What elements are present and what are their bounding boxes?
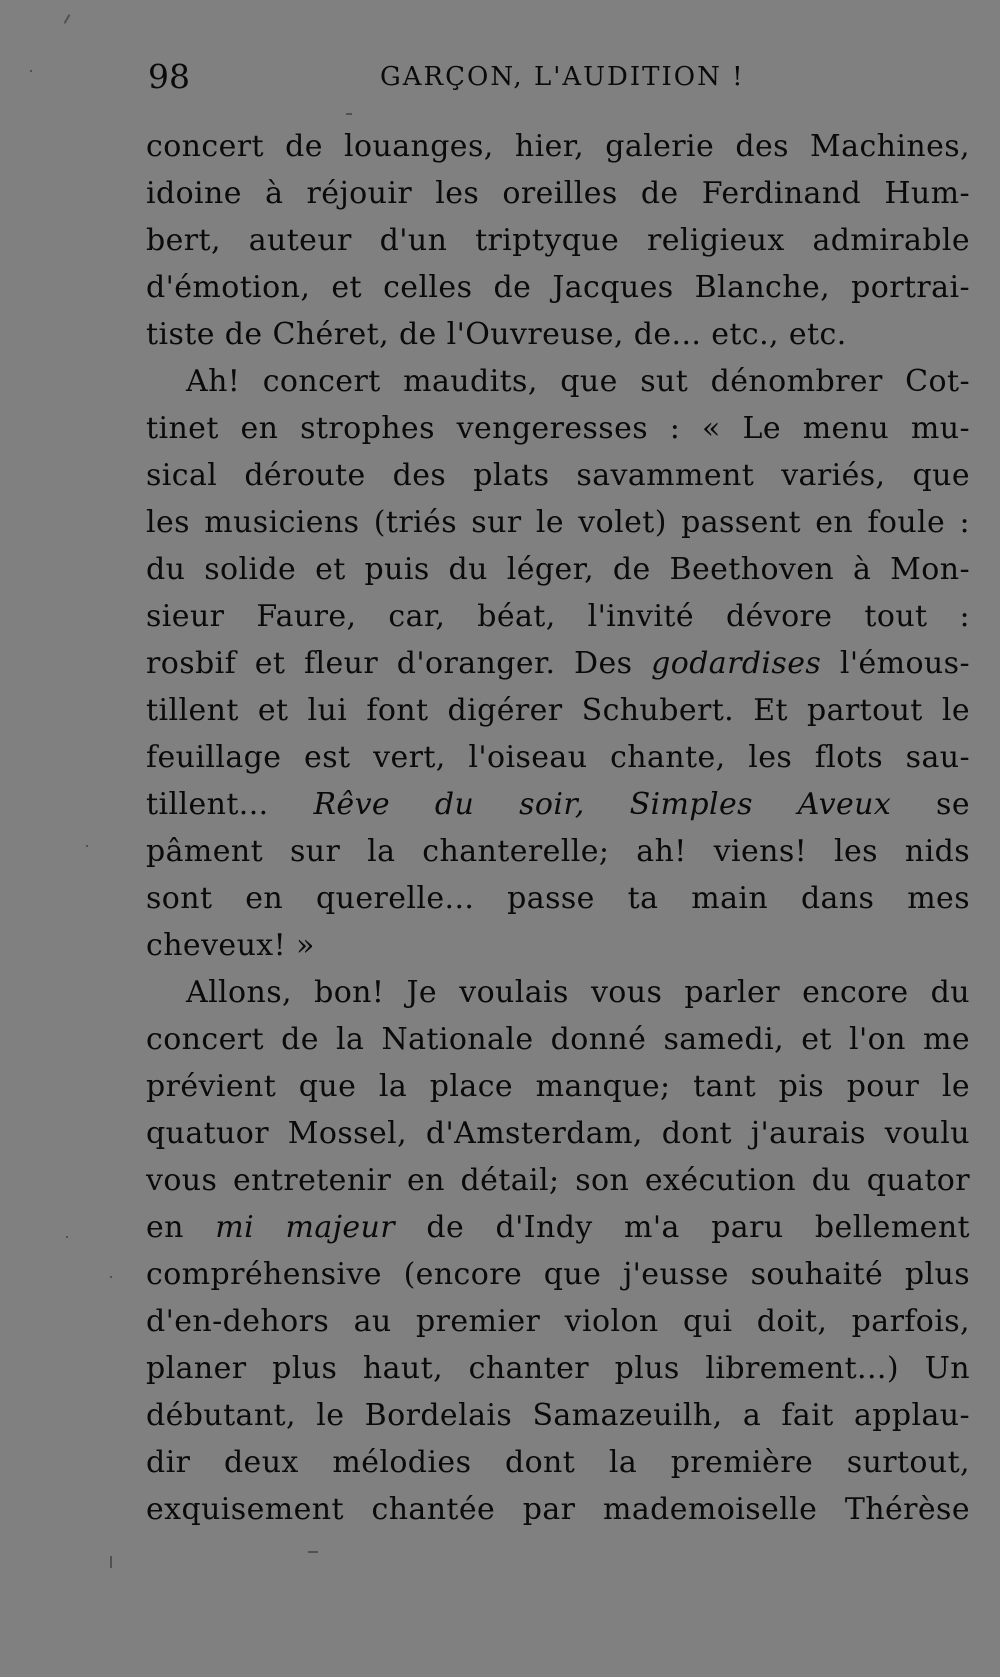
text-line: planer plus haut, chanter plus librement...) Un (146, 1351, 970, 1386)
text-run: tillent... (146, 787, 314, 822)
text-line: du solide et puis du léger, de Beethoven à Mon- (146, 552, 970, 587)
text-line: concert de la Nationale donné samedi, et l'on me (146, 1022, 970, 1057)
text-line: bert, auteur d'un triptyque religieux admirable (146, 223, 970, 258)
text-line: sont en querelle... passe ta main dans mes (146, 881, 970, 916)
text-line: tinet en strophes vengeresses : « Le menu mu- (146, 411, 970, 446)
text-line: feuillage est vert, l'oiseau chante, les flots sau- (146, 740, 970, 775)
text-run: de d'Indy m'a paru bellement (394, 1210, 971, 1245)
text-line: compréhensive (encore que j'eusse souhaité plus (146, 1257, 970, 1292)
text-line: sieur Faure, car, béat, l'invité dévore tout : (146, 599, 970, 634)
text-run: l'émous- (821, 646, 970, 681)
text-line: cheveux! » (146, 928, 315, 963)
text-line: vous entretenir en détail; son exécution du quator (146, 1163, 970, 1198)
text-line: tiste de Chéret, de l'Ouvreuse, de... etc., etc. (146, 317, 847, 352)
text-run: se (891, 787, 970, 822)
text-line: d'en-dehors au premier violon qui doit, parfois, (146, 1304, 970, 1339)
text-line: d'émotion, et celles de Jacques Blanche, portrai- (146, 270, 970, 305)
text-line: les musiciens (triés sur le volet) passent en foule : (146, 505, 970, 540)
text-line: sical déroute des plats savamment variés, que (146, 458, 970, 493)
text-line: prévient que la place manque; tant pis pour le (146, 1069, 970, 1104)
italic-text: godardises (651, 646, 822, 681)
running-title: GARÇON, L'AUDITION ! (380, 62, 745, 92)
text-line: Ah! concert maudits, que sut dénombrer Cot- (186, 364, 970, 399)
text-line: idoine à réjouir les oreilles de Ferdinand Hum- (146, 176, 970, 211)
page-number: 98 (148, 57, 190, 96)
text-line: pâment sur la chanterelle; ah! viens! les nids (146, 834, 970, 869)
text-line: Allons, bon! Je voulais vous parler encore du (186, 975, 970, 1010)
text-line: dir deux mélodies dont la première surtout, (146, 1445, 970, 1480)
italic-text: mi majeur (215, 1210, 395, 1245)
text-line (146, 781, 970, 828)
text-line: débutant, le Bordelais Samazeuilh, a fait applau- (146, 1398, 970, 1433)
text-line: quatuor Mossel, d'Amsterdam, dont j'aurais voulu (146, 1116, 970, 1151)
text-line: exquisement chantée par mademoiselle Thérèse (146, 1492, 970, 1527)
running-head (148, 52, 968, 102)
text-run: en (146, 1210, 216, 1245)
italic-text: Rêve du soir, Simples Aveux (313, 787, 892, 822)
text-run: rosbif et fleur d'oranger. Des (146, 646, 652, 681)
text-line (146, 640, 970, 687)
text-line (146, 1204, 970, 1251)
text-line: concert de louanges, hier, galerie des Machines, (146, 129, 970, 164)
body-text (146, 123, 970, 1533)
text-line: tillent et lui font digérer Schubert. Et partout le (146, 693, 970, 728)
